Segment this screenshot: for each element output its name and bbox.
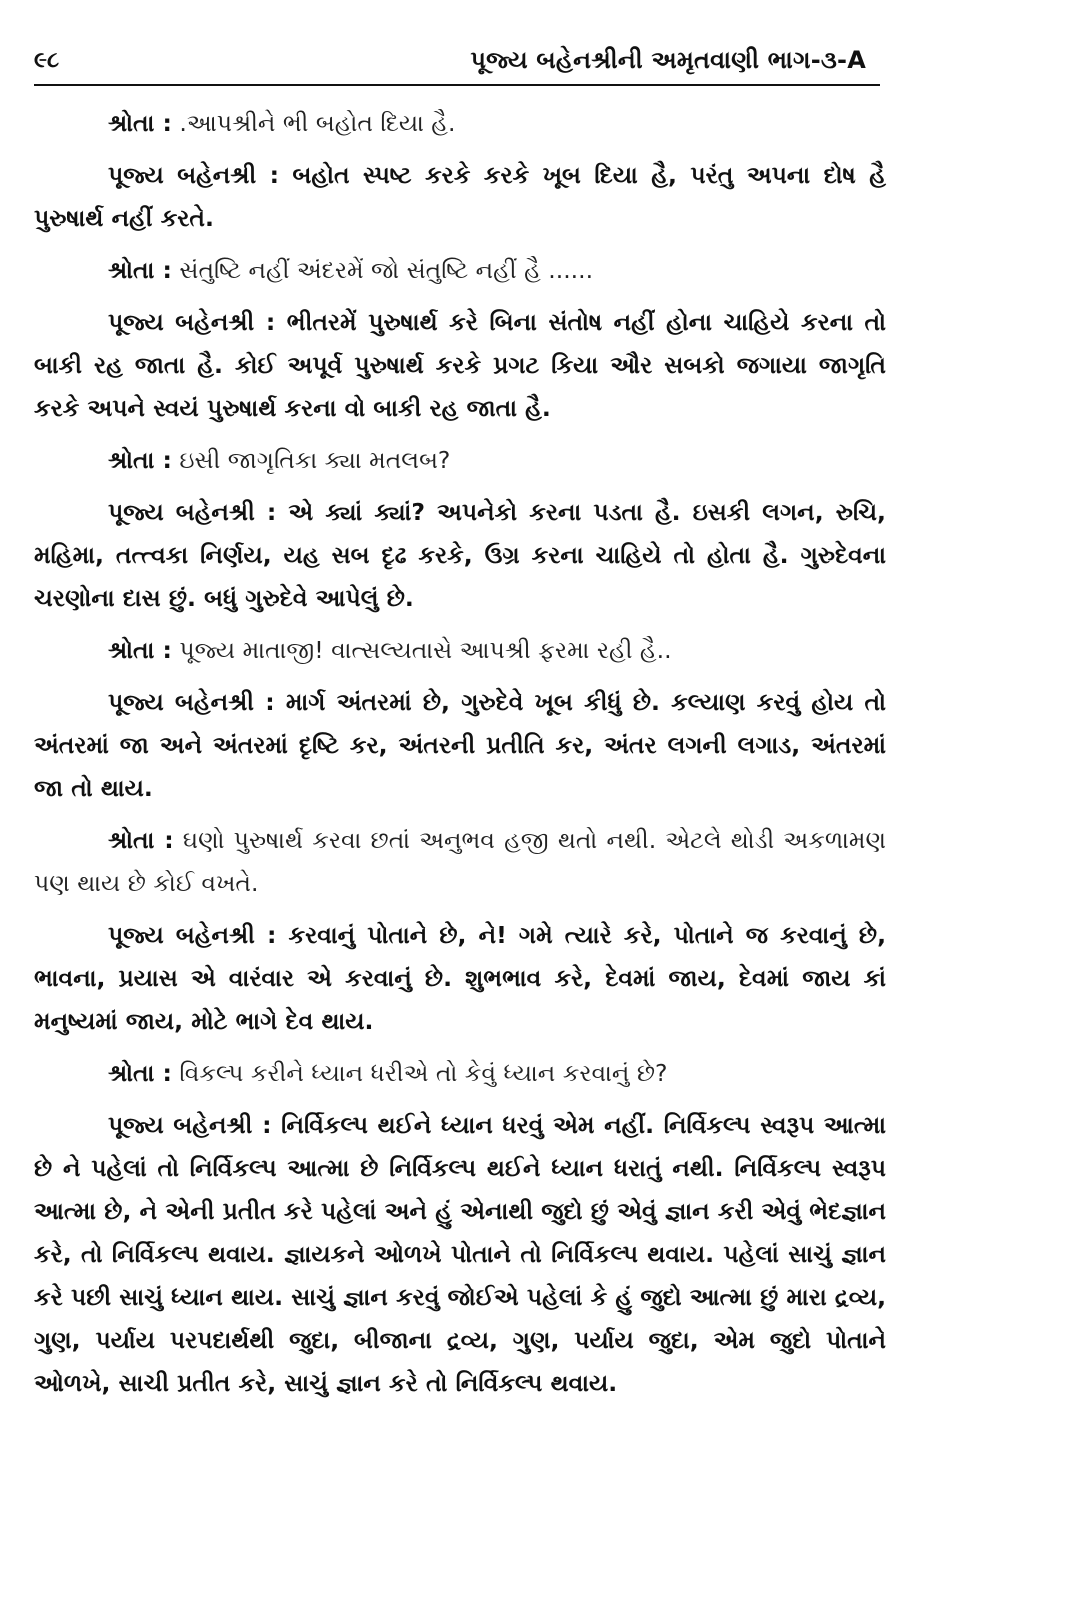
bahenshri-paragraph	[34, 914, 886, 1043]
paragraph-text: .આપશ્રીને ભી બહોત દિયા હૈ.	[171, 109, 456, 137]
speaker-label: પૂજ્ય બહેનશ્રી :	[108, 161, 280, 189]
speaker-label: પૂજ્ય બહેનશ્રી :	[108, 688, 275, 716]
speaker-label: પૂજ્ય બહેનશ્રી :	[108, 498, 277, 526]
paragraph-text: એ ક્યાં ક્યાં? અપનેકો કરના પડતા હૈ. ઇસકી લગન, રુચિ, મહિમા, તત્ત્વકા નિર્ણય, યહ સબ દૃઢ કરકે, ઉગ્ર કરના ચાહિયે તો હોતા હૈ. ગુરુદેવના ચરણોના દાસ છું. બધું ગુરુદેવે આપેલું છે.	[34, 498, 886, 612]
bahenshri-paragraph	[34, 491, 886, 620]
paragraph-text: પૂજ્ય માતાજી! વાત્સલ્યતાસે આપશ્રી ફરમા રહી હૈ..	[171, 636, 672, 664]
paragraph-text: ઇસી જાગૃતિકા ક્યા મતલબ?	[171, 446, 451, 474]
dialogue-body	[34, 102, 886, 1414]
listener-paragraph	[34, 819, 886, 905]
bahenshri-paragraph	[34, 1104, 886, 1405]
paragraph-text: ઘણો પુરુષાર્થ કરવા છતાં અનુભવ હજી થતો નથી. એટલે થોડી અકળામણ પણ થાય છે કોઈ વખતે.	[34, 826, 886, 897]
page-header	[34, 42, 880, 86]
paragraph-text: વિકલ્પ કરીને ધ્યાન ધરીએ તો કેવું ધ્યાન કરવાનું છે?	[171, 1059, 668, 1087]
speaker-label: શ્રોતા :	[108, 826, 174, 854]
listener-paragraph	[34, 249, 886, 292]
paragraph-text: નિર્વિકલ્પ થઈને ધ્યાન ધરવું એમ નહીં. નિર્વિકલ્પ સ્વરૂપ આત્મા છે ને પહેલાં તો નિર્વિકલ્પ આત્મા છે નિર્વિકલ્પ થઈને ધ્યાન ધરાતું નથી. નિર્વિકલ્પ સ્વરૂપ આત્મા છે, ને એની પ્રતીત કરે પહેલાં અને હું એનાથી જુદો છું એવું જ્ઞાન કરી એવું ભેદજ્ઞાન કરે, તો નિર્વિકલ્પ થવાય. જ્ઞાયકને ઓળખે પોતાને તો નિર્વિકલ્પ થવાય. પહેલાં સાચું જ્ઞાન કરે પછી સાચું ધ્યાન થાય. સાચું જ્ઞાન કરવું જોઈએ પહેલાં કે હું જુદો આત્મા છું મારા દ્રવ્ય, ગુણ, પર્યાય પરપદાર્થથી જુદા, બીજાના દ્રવ્ય, ગુણ, પર્યાય જુદા, એમ જુદો પોતાને ઓળખે, સાચી પ્રતીત કરે, સાચું જ્ઞાન કરે તો નિર્વિકલ્પ થવાય.	[34, 1111, 886, 1397]
bahenshri-paragraph	[34, 301, 886, 430]
listener-paragraph	[34, 629, 886, 672]
speaker-label: પૂજ્ય બહેનશ્રી :	[108, 921, 277, 949]
listener-paragraph	[34, 1052, 886, 1095]
bahenshri-paragraph	[34, 154, 886, 240]
listener-paragraph	[34, 439, 886, 482]
paragraph-text: ભીતરમેં પુરુષાર્થ કરે બિના સંતોષ નહીં હોના ચાહિયે કરના તો બાકી રહ જાતા હૈ. કોઈ અપૂર્વ પુરુષાર્થ કરકે પ્રગટ કિયા ઔર સબકો જગાયા જાગૃતિ કરકે અપને સ્વયં પુરુષાર્થ કરના વો બાકી રહ જાતા હૈ.	[34, 308, 886, 422]
paragraph-text: કરવાનું પોતાને છે, ને! ગમે ત્યારે કરે, પોતાને જ કરવાનું છે, ભાવના, પ્રયાસ એ વારંવાર એ કરવાનું છે. શુભભાવ કરે, દેવમાં જાય, દેવમાં જાય કાં મનુષ્યમાં જાય, મોટે ભાગે દેવ થાય.	[34, 921, 887, 1035]
page-number: ૯૮	[34, 48, 60, 73]
speaker-label: શ્રોતા :	[108, 446, 172, 474]
book-title: પૂજ્ય બહેનશ્રીની અમૃતવાણી ભાગ-૩-A	[470, 46, 866, 74]
speaker-label: શ્રોતા :	[108, 256, 172, 284]
paragraph-text: માર્ગ અંતરમાં છે, ગુરુદેવે ખૂબ કીધું છે. કલ્યાણ કરવું હોય તો અંતરમાં જા અને અંતરમાં દૃષ્ટિ કર, અંતરની પ્રતીતિ કર, અંતર લગની લગાડ, અંતરમાં જા તો થાય.	[34, 688, 886, 802]
speaker-label: શ્રોતા :	[108, 109, 172, 137]
listener-paragraph	[34, 102, 886, 145]
paragraph-text: બહોત સ્પષ્ટ કરકે કરકે ખૂબ દિયા હૈ, પરંતુ અપના દોષ હૈ પુરુષાર્થ નહીં કરતે.	[34, 161, 886, 232]
paragraph-text: સંતુષ્ટિ નહીં અંદરમેં જો સંતુષ્ટિ નહીં હૈ ......	[171, 256, 594, 284]
speaker-label: પૂજ્ય બહેનશ્રી :	[108, 308, 276, 336]
speaker-label: શ્રોતા :	[108, 636, 172, 664]
speaker-label: પૂજ્ય બહેનશ્રી :	[108, 1111, 272, 1139]
speaker-label: શ્રોતા :	[108, 1059, 172, 1087]
bahenshri-paragraph	[34, 681, 886, 810]
